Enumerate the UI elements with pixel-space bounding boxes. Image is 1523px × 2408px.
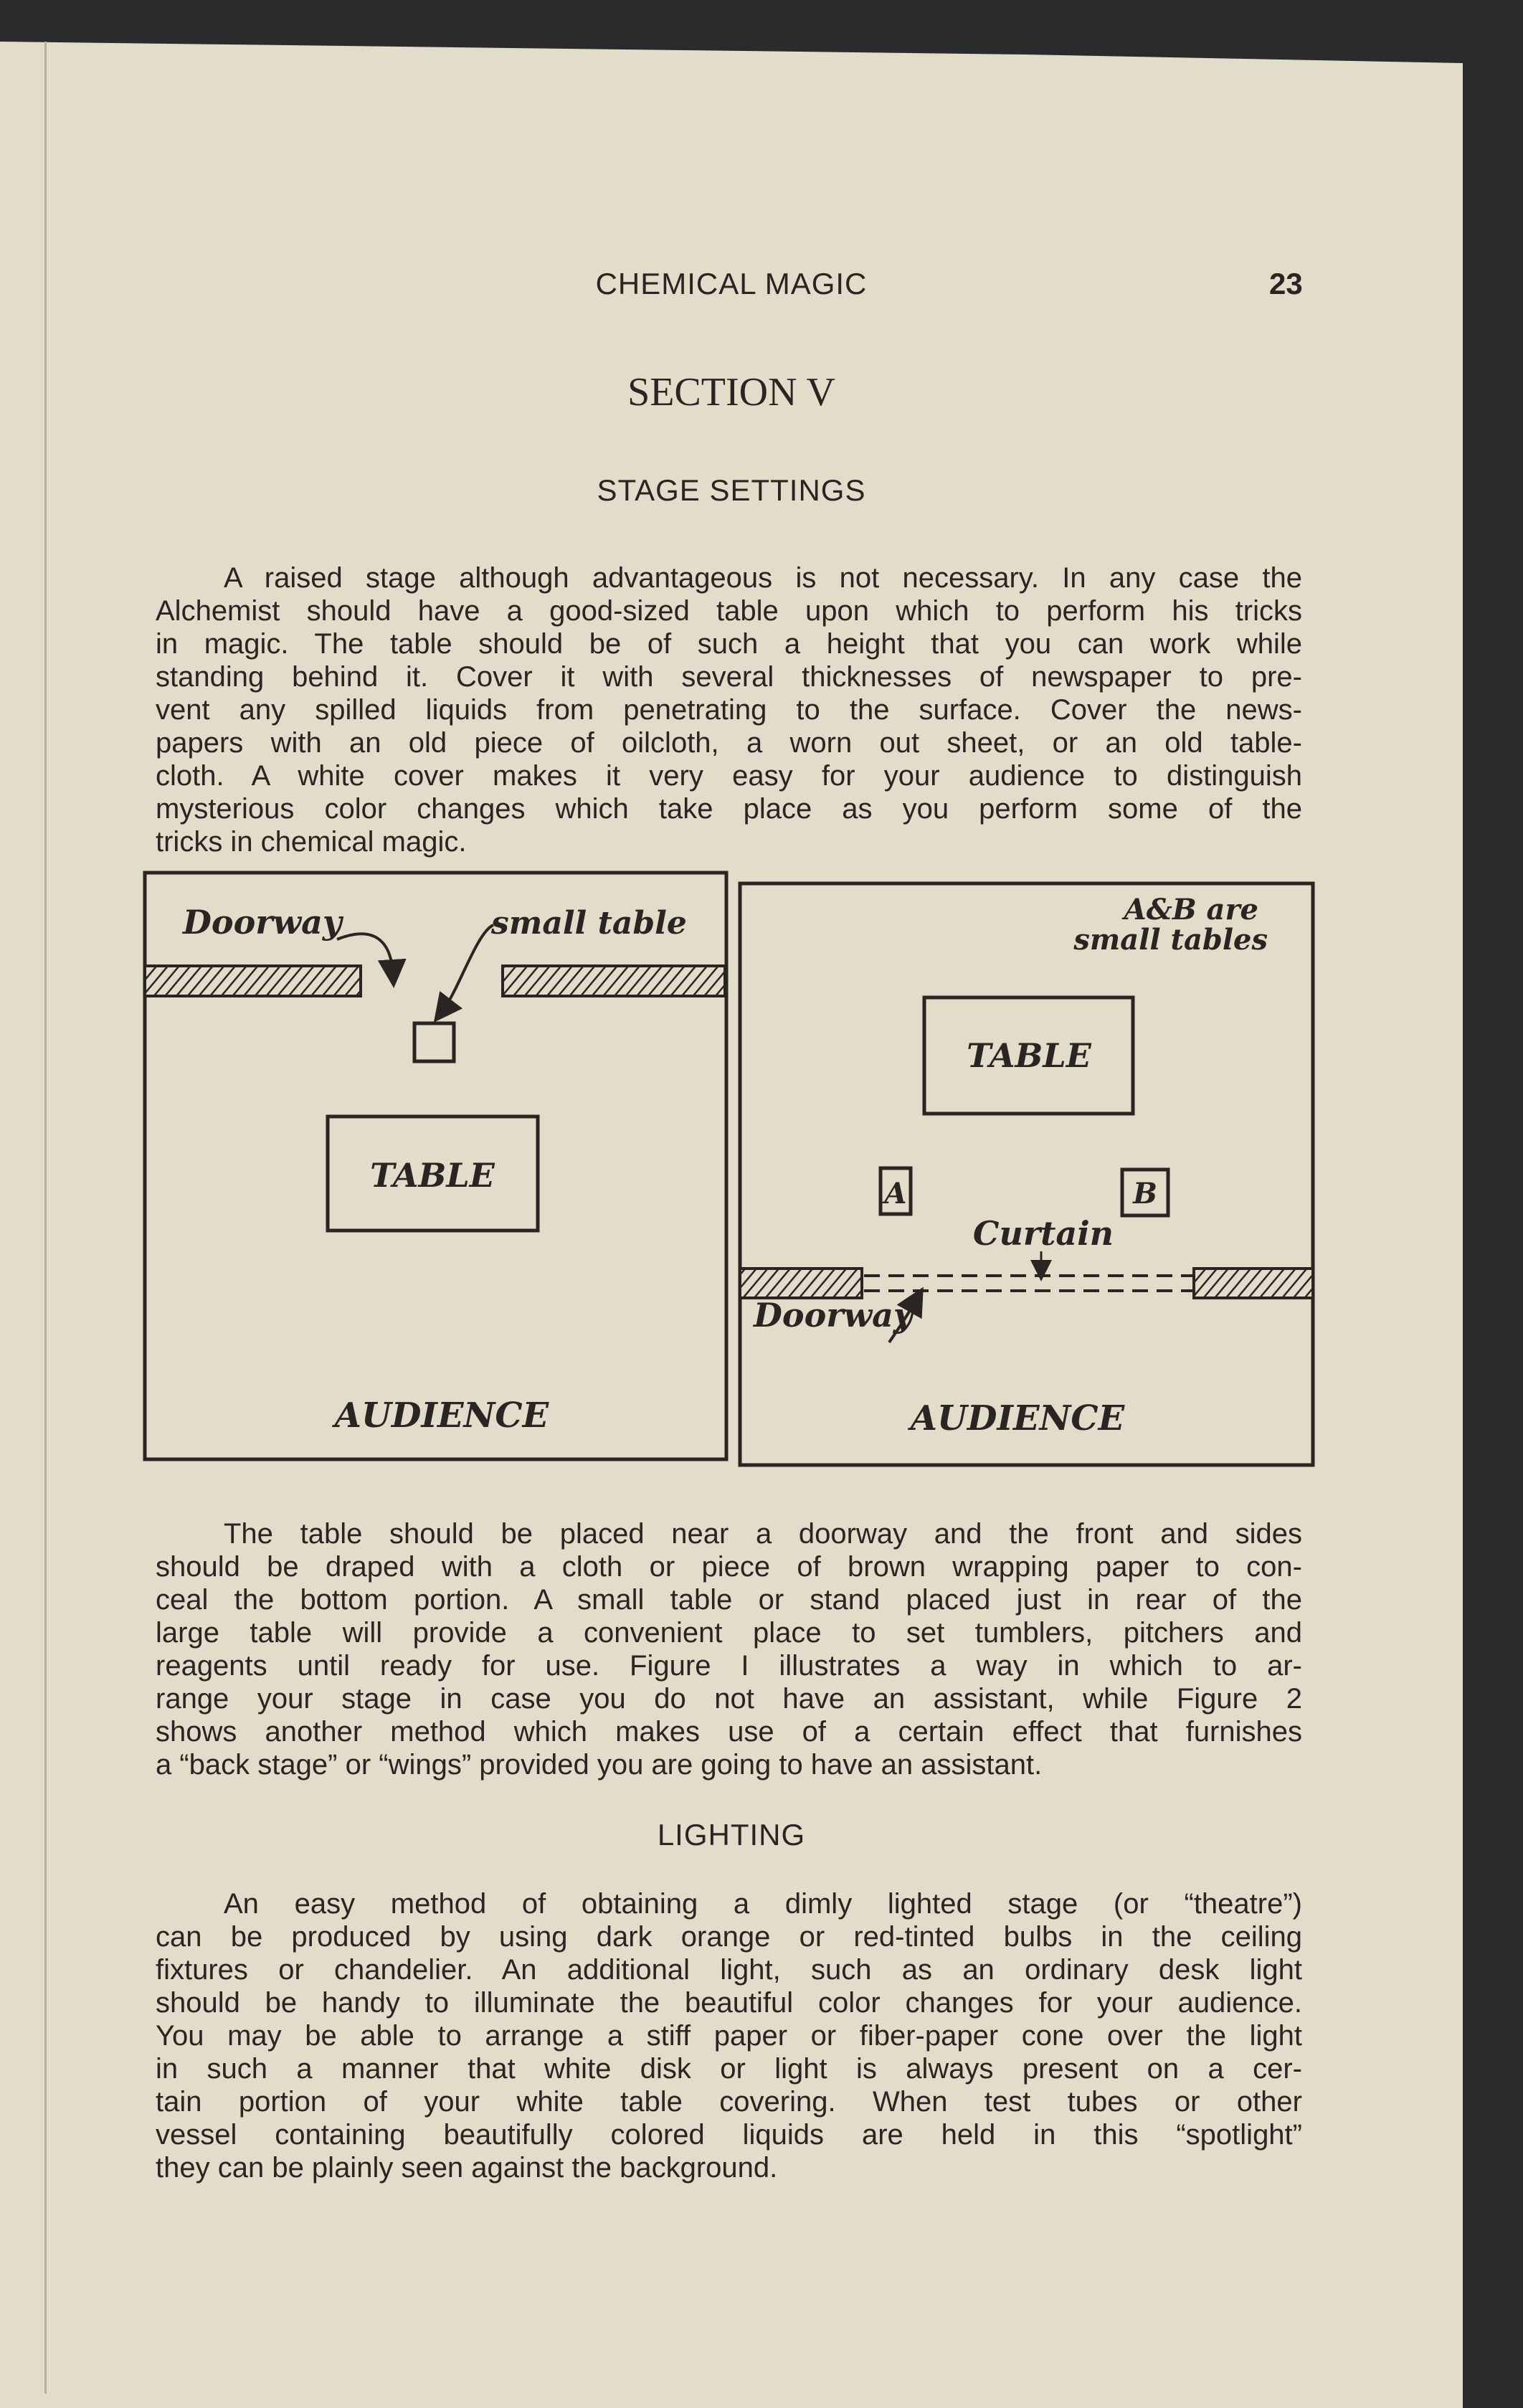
subsection-title: STAGE SETTINGS xyxy=(597,473,866,507)
paragraph-table-placement xyxy=(156,1517,1302,1781)
running-title: CHEMICAL MAGIC xyxy=(595,267,868,300)
lighting-title: LIGHTING xyxy=(657,1818,806,1852)
doorway-label: Doorway xyxy=(183,903,342,942)
text-line: cloth. A white cover makes it very easy for your audience to distinguish xyxy=(156,760,1302,792)
text-line: Alchemist should have a good-sized table upon which to perform his tricks xyxy=(156,595,1302,627)
text-line: You may be able to arrange a stiff paper or fiber-paper cone over the light xyxy=(156,2020,1302,2052)
text-line: range your stage in case you do not have an assistant, while Figure 2 xyxy=(156,1683,1302,1715)
text-line: in magic. The table should be of such a height that you can work while xyxy=(156,628,1302,660)
text-line: reagents until ready for use. Figure I illustrates a way in which to ar- xyxy=(156,1650,1302,1682)
table-label: TABLE xyxy=(967,1036,1091,1075)
audience-label: AUDIENCE xyxy=(334,1395,549,1436)
wall-right xyxy=(1194,1269,1313,1298)
text-line: tain portion of your white table covering. When test tubes or other xyxy=(156,2086,1302,2118)
small-table-b-label: B xyxy=(1133,1177,1157,1210)
wall-left xyxy=(145,966,361,996)
table-label: TABLE xyxy=(370,1156,495,1195)
text-line: should be draped with a cloth or piece of brown wrapping paper to con- xyxy=(156,1551,1302,1583)
text-line: they can be plainly seen against the background. xyxy=(156,2152,778,2184)
audience-label: AUDIENCE xyxy=(910,1398,1125,1438)
text-line: mysterious color changes which take place as you perform some of the xyxy=(156,793,1302,825)
text-line: ceal the bottom portion. A small table or stand placed just in rear of the xyxy=(156,1584,1302,1616)
section-title: SECTION V xyxy=(627,370,835,414)
page-number: 23 xyxy=(1269,267,1303,300)
text-line: a “back stage” or “wings” provided you are going to have an assistant. xyxy=(156,1749,1043,1781)
figure-2-frame xyxy=(740,883,1313,1465)
doorway-label: Doorway xyxy=(754,1296,913,1335)
small-table-shape xyxy=(414,1023,454,1061)
text-line: A raised stage although advantageous is not necessary. In any case the xyxy=(224,562,1302,594)
text-line: papers with an old piece of oilcloth, a worn out sheet, or an old table- xyxy=(156,727,1302,759)
text-line: in such a manner that white disk or light is always present on a cer- xyxy=(156,2053,1302,2085)
text-line: An easy method of obtaining a dimly lighted stage (or “theatre”) xyxy=(224,1888,1302,1920)
text-line: standing behind it. Cover it with several thicknesses of newspaper to pre- xyxy=(156,661,1302,693)
note-line-1: A&B are xyxy=(1124,893,1258,926)
text-line: tricks in chemical magic. xyxy=(156,826,467,858)
text-line: can be produced by using dark orange or red-tinted bulbs in the ceiling xyxy=(156,1921,1302,1953)
wall-left xyxy=(740,1269,862,1298)
text-line: should be handy to illuminate the beautiful color changes for your audience. xyxy=(156,1987,1302,2019)
paragraph-lighting xyxy=(156,1887,1302,2184)
curtain-label: Curtain xyxy=(972,1214,1114,1253)
wall-right xyxy=(503,966,725,996)
note-line-2: small tables xyxy=(1073,923,1268,957)
figure-1 xyxy=(145,873,726,1459)
text-line: vent any spilled liquids from penetrating to the surface. Cover the news- xyxy=(156,694,1302,726)
text-line: fixtures or chandelier. An additional light, such as an ordinary desk light xyxy=(156,1954,1302,1986)
small-table-label: small table xyxy=(491,905,687,942)
small-table-a-label: A xyxy=(884,1177,907,1210)
figure-2 xyxy=(740,883,1313,1465)
text-line: large table will provide a convenient place to set tumblers, pitchers and xyxy=(156,1617,1302,1649)
text-line: The table should be placed near a doorway and the front and sides xyxy=(224,1518,1302,1550)
small-table-arrow-icon xyxy=(442,925,493,1011)
text-line: shows another method which makes use of a certain effect that furnishes xyxy=(156,1716,1302,1748)
text-line: vessel containing beautifully colored liquids are held in this “spotlight” xyxy=(156,2119,1302,2151)
